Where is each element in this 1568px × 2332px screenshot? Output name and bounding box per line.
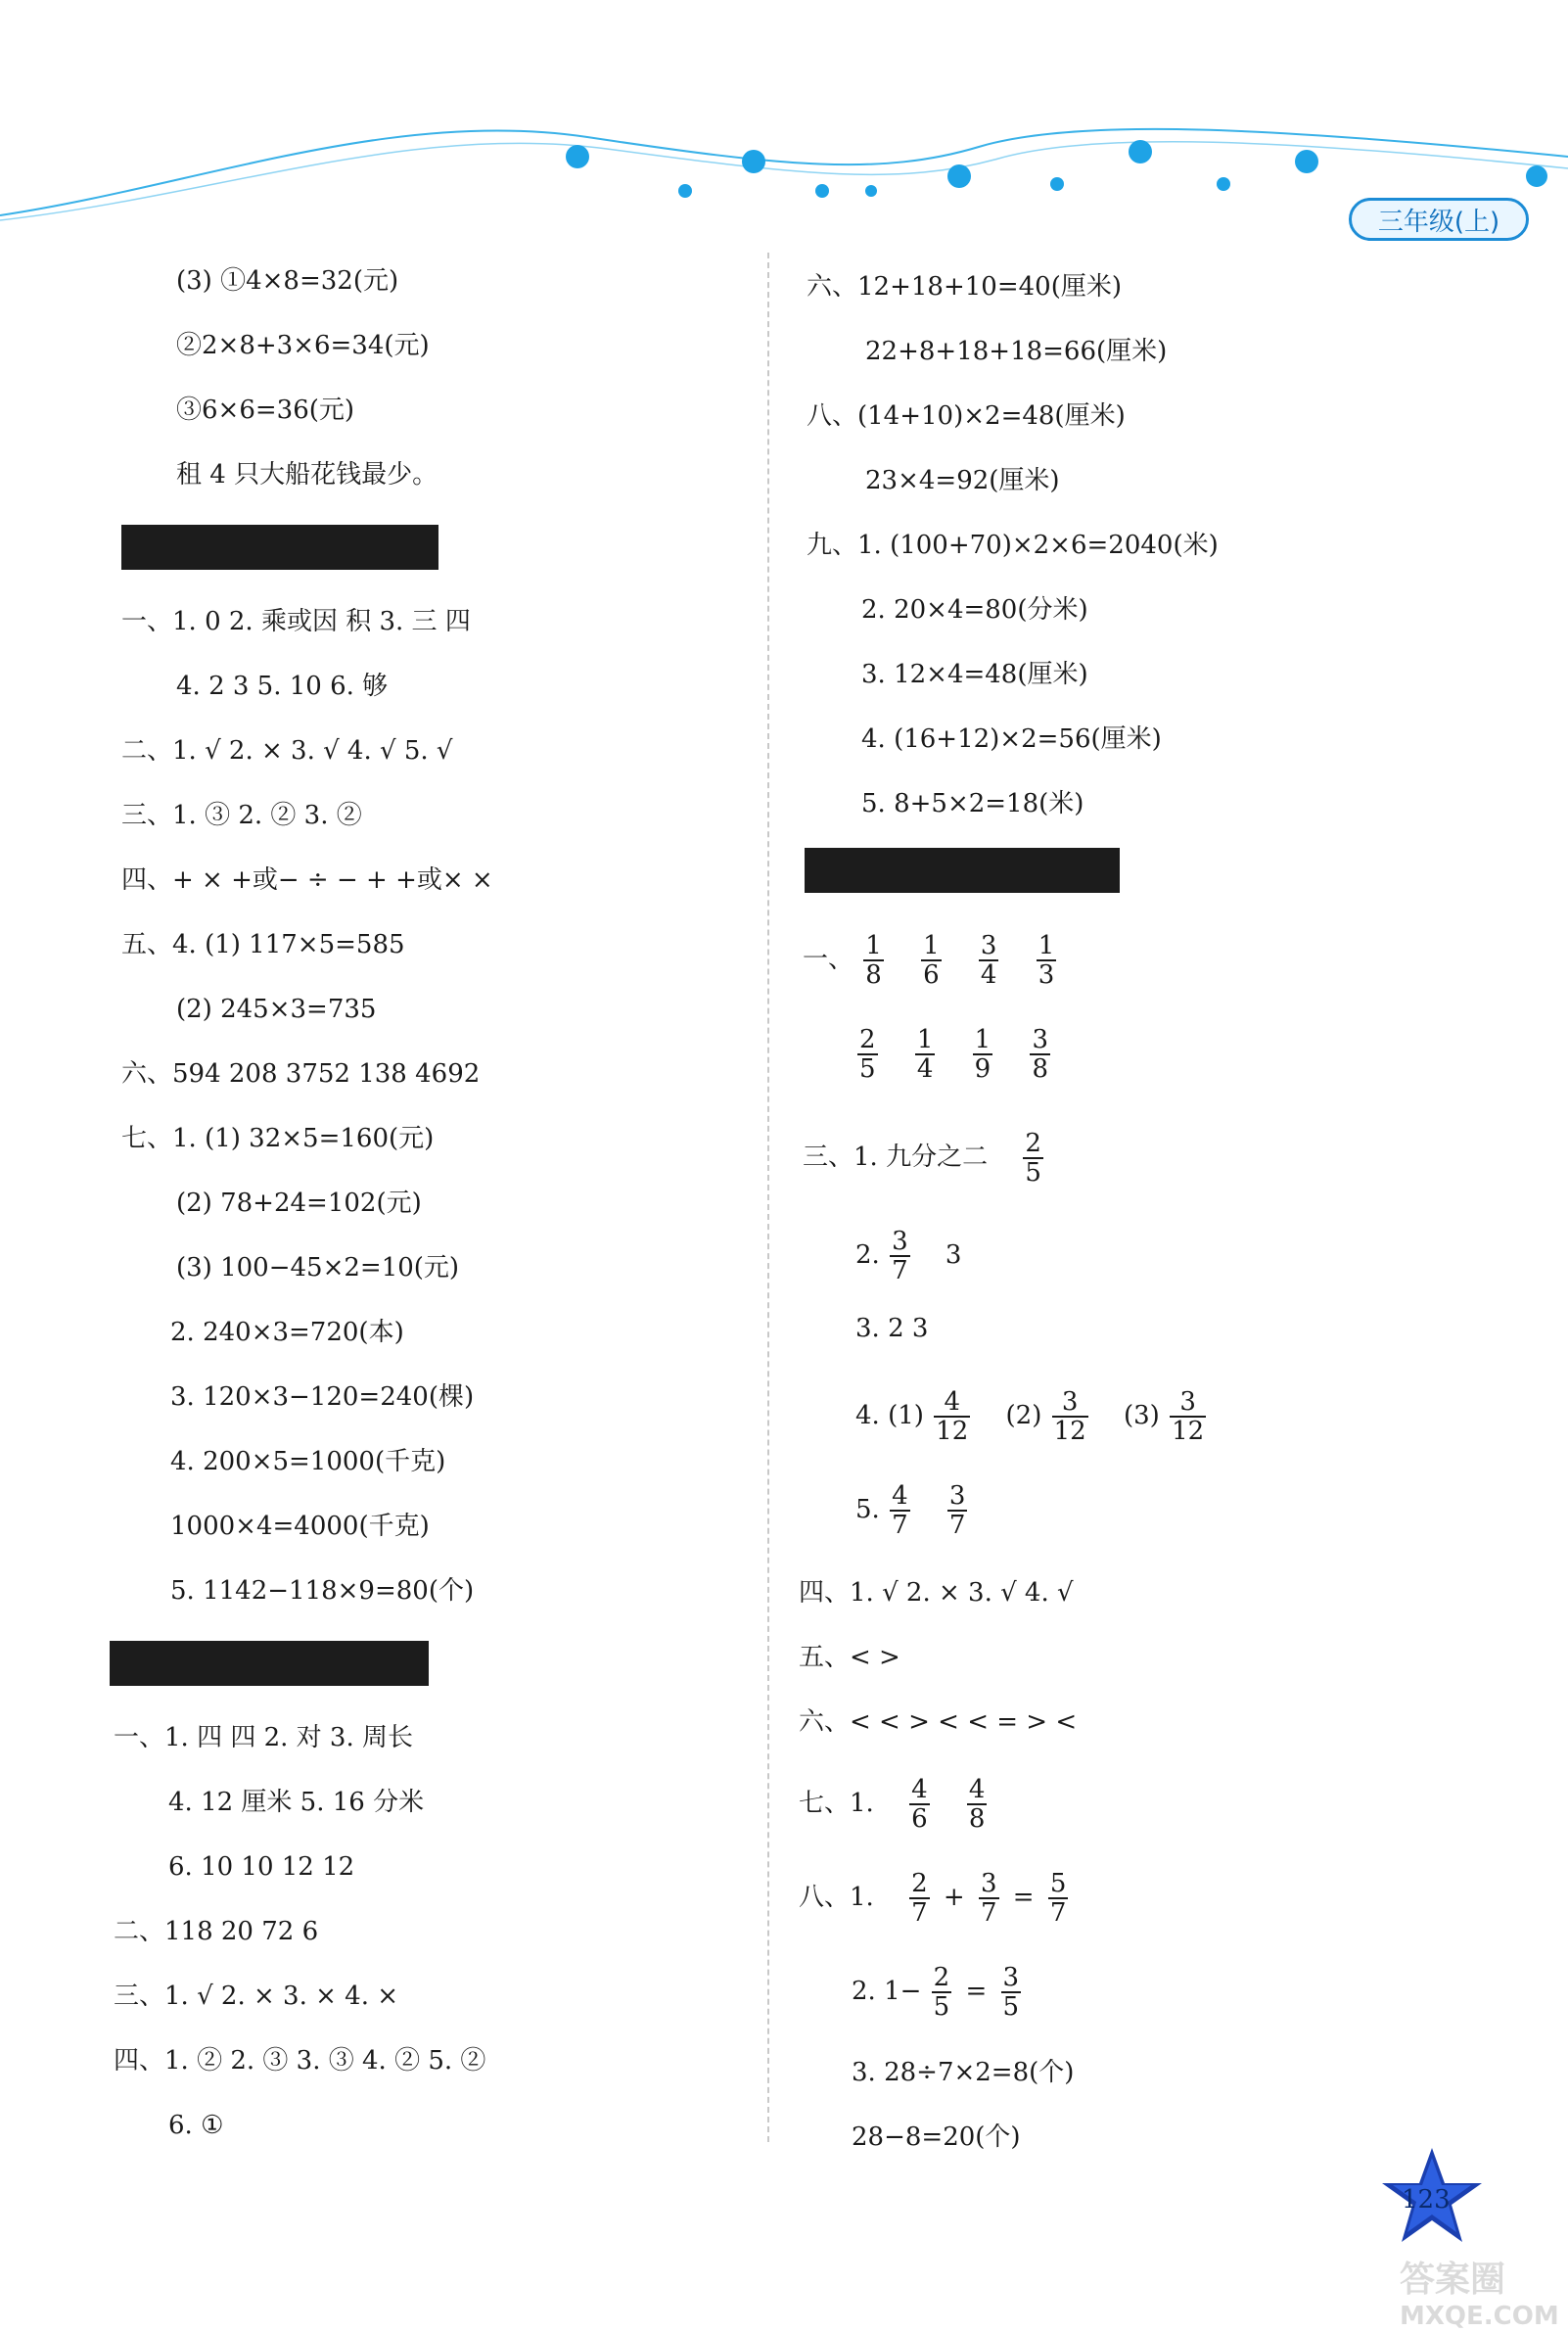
fraction: $\frac{5}{7}$ — [1049, 1869, 1067, 1928]
fraction: $\frac{3}{5}$ — [1002, 1963, 1020, 2022]
fraction: $\frac{2}{5}$ — [933, 1963, 950, 2022]
redacted-section-title — [121, 525, 438, 570]
grade-badge: 三年级(上) — [1349, 198, 1529, 241]
answer-line: 三、1. √ 2. × 3. × 4. × — [114, 1982, 399, 2011]
answer-line: (2) 78+24=102(元) — [176, 1189, 422, 1218]
answer-line: 22+8+18+18=66(厘米) — [865, 337, 1168, 366]
fraction: $\frac{3}{7}$ — [892, 1227, 908, 1285]
answer-line: 6. ① — [168, 2111, 224, 2140]
watermark — [1400, 2252, 1568, 2330]
item-prefix: 4. (1) — [855, 1401, 924, 1430]
fraction: $\frac{3}{7}$ — [980, 1869, 997, 1928]
answer-line: 4. 2 3 5. 10 6. 够 — [176, 672, 389, 701]
fraction: $\frac{4}{6}$ — [911, 1775, 928, 1834]
answer-line: 四、+ × +或− ÷ − + +或× × — [121, 865, 493, 895]
answer-line: ③6×6=36(元) — [176, 396, 355, 425]
answer-line: 3. 2 3 — [855, 1314, 929, 1343]
fraction: $\frac{3}{7}$ — [948, 1481, 966, 1540]
answer-line: 1000×4=4000(千克) — [170, 1512, 430, 1541]
answer-line: 28−8=20(个) — [852, 2122, 1021, 2152]
redacted-section-title — [805, 848, 1120, 893]
answer-line — [803, 1130, 1045, 1187]
answer-line: (2) 245×3=735 — [176, 995, 377, 1024]
answer-line: 4. 12 厘米 5. 16 分米 — [168, 1788, 425, 1817]
watermark-url: MXQE.COM — [1400, 2302, 1559, 2331]
answer-line — [852, 1964, 1023, 2021]
answer-line: 三、1. ③ 2. ② 3. ② — [121, 801, 362, 830]
answer-line: (3) ①4×8=32(元) — [176, 266, 399, 296]
operator: = — [965, 1977, 988, 2006]
fraction: $\frac{2}{7}$ — [911, 1869, 928, 1928]
answer-line: 2. 20×4=80(分米) — [861, 595, 1088, 625]
operator: = — [1012, 1883, 1035, 1912]
item-prefix: 七、1. — [799, 1789, 874, 1818]
snowflake-icon — [566, 140, 1547, 198]
answer-line: 六、< < > < < = > < — [799, 1707, 1078, 1737]
answer-line: 5. 8+5×2=18(米) — [861, 789, 1084, 818]
header-decoration — [0, 117, 1568, 245]
item-prefix: 2. 1− — [852, 1977, 922, 2006]
answer-line: 六、594 208 3752 138 4692 — [121, 1059, 481, 1089]
item-prefix: 5. — [855, 1495, 880, 1524]
answer-line: 3. 28÷7×2=8(个) — [852, 2058, 1075, 2087]
answer-line: 一、1. 四 四 2. 对 3. 周长 — [114, 1723, 414, 1752]
answer-line: 七、1. (1) 32×5=160(元) — [121, 1124, 435, 1153]
fraction: $\frac{2}{5}$ — [859, 1025, 876, 1084]
answer-line: 4. (16+12)×2=56(厘米) — [861, 724, 1162, 754]
answer-value: 3 — [945, 1240, 962, 1270]
page-number: 123 — [1402, 2185, 1451, 2215]
answer-line: 23×4=92(厘米) — [865, 466, 1060, 495]
column-divider — [767, 253, 769, 2142]
fraction: $\frac{1}{3}$ — [1038, 931, 1055, 990]
fraction: $\frac{1}{6}$ — [923, 931, 940, 990]
answer-line: (3) 100−45×2=10(元) — [176, 1253, 460, 1283]
item-prefix: 一、 — [803, 945, 854, 974]
redacted-section-title — [110, 1641, 429, 1686]
item-prefix: 2. — [855, 1240, 880, 1270]
answer-line: 八、(14+10)×2=48(厘米) — [807, 401, 1126, 431]
answer-line: 四、1. √ 2. × 3. √ 4. √ — [799, 1578, 1074, 1608]
answer-line: 5. 1142−118×9=80(个) — [170, 1576, 475, 1606]
answer-line — [855, 1026, 1052, 1083]
fraction: $\frac{1}{8}$ — [865, 931, 882, 990]
fraction: $\frac{3}{12}$ — [1172, 1387, 1205, 1446]
answer-line: 6. 10 10 12 12 — [168, 1852, 355, 1882]
item-prefix: 八、1. — [799, 1883, 874, 1912]
fraction: $\frac{3}{4}$ — [980, 931, 997, 990]
fraction: $\frac{1}{4}$ — [916, 1025, 934, 1084]
answer-line — [855, 1482, 969, 1539]
answer-line — [803, 932, 1058, 989]
answer-line: 五、4. (1) 117×5=585 — [121, 930, 405, 959]
answer-line: 五、< > — [799, 1643, 900, 1672]
fraction: $\frac{4}{12}$ — [936, 1387, 969, 1446]
answer-line: 二、1. √ 2. × 3. √ 4. √ 5. √ — [121, 736, 453, 766]
fraction: $\frac{2}{5}$ — [1025, 1129, 1041, 1188]
operator: + — [943, 1883, 965, 1912]
answer-line: 2. 240×3=720(本) — [170, 1318, 404, 1347]
item-prefix: 三、1. 九分之二 — [803, 1143, 989, 1172]
answer-line — [799, 1870, 1070, 1927]
fraction: $\frac{1}{9}$ — [974, 1025, 992, 1084]
answer-line: 六、12+18+10=40(厘米) — [807, 272, 1122, 302]
answer-line — [855, 1388, 1208, 1445]
answer-line: 二、118 20 72 6 — [114, 1917, 319, 1946]
answer-line: 一、1. 0 2. 乘或因 积 3. 三 四 — [121, 607, 471, 636]
answer-line — [855, 1228, 961, 1284]
answer-line — [799, 1776, 989, 1833]
fraction: $\frac{3}{12}$ — [1053, 1387, 1086, 1446]
item-prefix: (3) — [1124, 1401, 1160, 1430]
fraction: $\frac{4}{7}$ — [892, 1481, 908, 1540]
answer-line: 租 4 只大船花钱最少。 — [176, 460, 438, 490]
answer-line: ②2×8+3×6=34(元) — [176, 331, 430, 360]
item-prefix: (2) — [1005, 1401, 1042, 1430]
fraction: $\frac{4}{8}$ — [968, 1775, 986, 1834]
watermark-logo-text: 答案圈 — [1400, 2260, 1506, 2300]
answer-line: 4. 200×5=1000(千克) — [170, 1447, 446, 1476]
fraction: $\frac{3}{8}$ — [1032, 1025, 1048, 1084]
answer-line: 3. 12×4=48(厘米) — [861, 660, 1088, 689]
answer-line: 3. 120×3−120=240(棵) — [170, 1382, 475, 1412]
answer-line: 九、1. (100+70)×2×6=2040(米) — [807, 531, 1219, 560]
answer-line: 四、1. ② 2. ③ 3. ③ 4. ② 5. ② — [114, 2046, 486, 2075]
